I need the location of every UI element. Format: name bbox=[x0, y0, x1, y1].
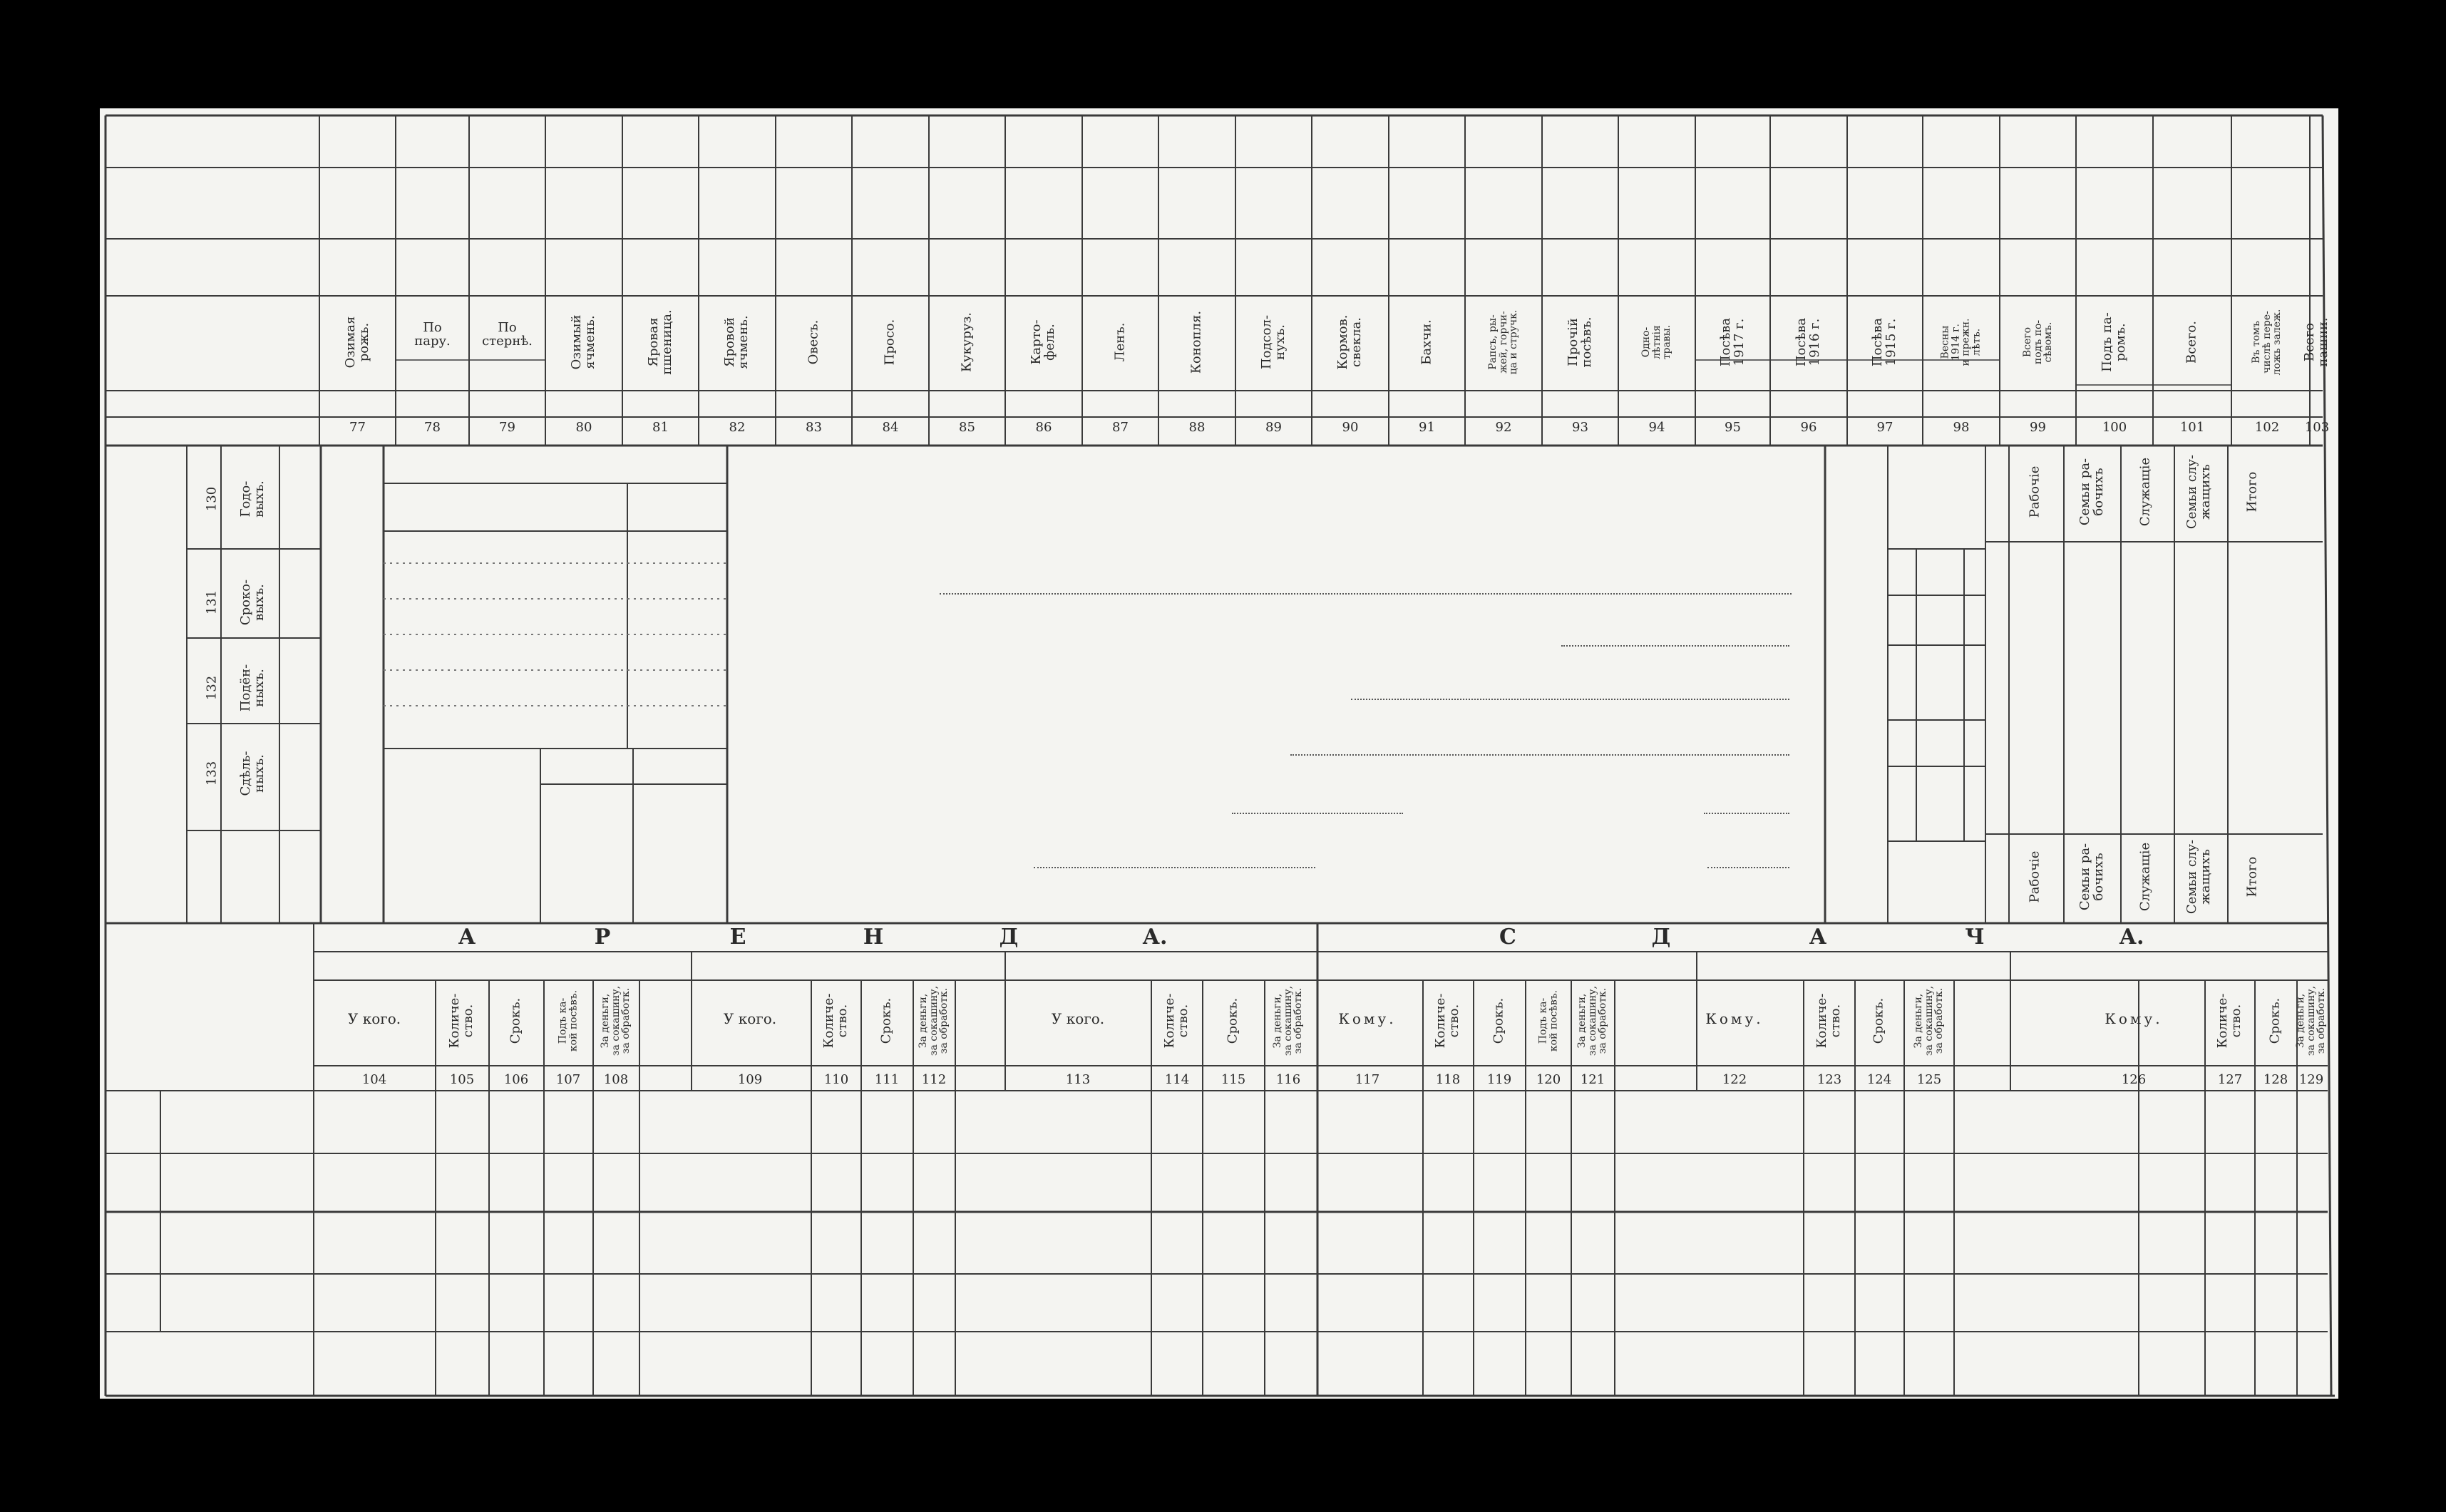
crop-col-number: 79 bbox=[499, 420, 515, 435]
crop-col-header: Кукуруз. bbox=[959, 312, 975, 373]
crop-col-number: 97 bbox=[1876, 420, 1893, 435]
crop-col-number: 100 bbox=[2102, 420, 2127, 435]
hired-col-number: 132 bbox=[204, 675, 220, 701]
crop-col-header: По стернѣ. bbox=[482, 320, 533, 349]
answer-line-owner[interactable] bbox=[940, 593, 1792, 595]
population-col-label: Итого bbox=[2244, 856, 2260, 898]
crop-col-header: Ленъ. bbox=[1112, 322, 1128, 362]
crop-col-header: Всего. bbox=[2184, 321, 2199, 364]
hired-col-label: Сдѣль- ныхъ. bbox=[238, 751, 267, 796]
crop-col-header: Всего подъ по- сѣвомъ. bbox=[2021, 319, 2054, 365]
lease-col-number: 120 bbox=[1536, 1072, 1561, 1087]
lease-col-number: 118 bbox=[1435, 1072, 1461, 1087]
lease-col-header: Количе- ство. bbox=[2215, 993, 2244, 1049]
crop-col-header: Посѣва 1916 г. bbox=[1794, 317, 1822, 367]
lease-col-header: Количе- ство. bbox=[821, 993, 850, 1049]
crop-col-header: Одно- лѣтнія травы. bbox=[1640, 324, 1673, 360]
population-col-label: Семьи слу- жащихъ bbox=[2184, 454, 2213, 530]
crop-col-number: 93 bbox=[1572, 420, 1588, 435]
crop-col-number: 80 bbox=[575, 420, 592, 435]
crop-col-number: 94 bbox=[1648, 420, 1665, 435]
crop-col-header: Подсол- нухъ. bbox=[1258, 314, 1288, 370]
answer-line-land-type[interactable] bbox=[1351, 699, 1789, 700]
lease-col-header: У кого. bbox=[723, 1010, 777, 1027]
lease-col-header: Количе- ство. bbox=[447, 993, 476, 1049]
crop-col-number: 83 bbox=[806, 420, 822, 435]
crop-col-number: 92 bbox=[1495, 420, 1512, 435]
lease-col-header: За деньги, за сокашину, за обработк. bbox=[917, 985, 950, 1056]
lease-col-header: Срокъ. bbox=[2267, 997, 2283, 1044]
lease-col-number: 111 bbox=[874, 1072, 900, 1087]
crop-col-number: 91 bbox=[1419, 420, 1435, 435]
lease-col-number: 129 bbox=[2298, 1072, 2324, 1087]
lease-col-header: За деньги, за сокашину, за обработк. bbox=[599, 985, 632, 1056]
population-col-label: Рабочіе bbox=[2027, 466, 2042, 518]
lease-col-number: 119 bbox=[1486, 1072, 1512, 1087]
arenda-letter: А bbox=[458, 925, 476, 950]
crop-col-number: 98 bbox=[1953, 420, 1970, 435]
sdacha-letter: А bbox=[1809, 925, 1827, 950]
answer-line-sales-distance[interactable] bbox=[1707, 867, 1789, 868]
crop-col-number: 82 bbox=[729, 420, 746, 435]
hired-col-number: 133 bbox=[204, 761, 220, 786]
crop-col-header: Въ томъ числѣ пере- ложь залеж. bbox=[2250, 309, 2283, 376]
lease-col-header: Подъ ка- кой посѣвъ. bbox=[1537, 989, 1559, 1052]
lease-col-number: 123 bbox=[1816, 1072, 1842, 1087]
lease-col-number: 122 bbox=[1722, 1072, 1747, 1087]
lease-col-header: Кому. bbox=[1338, 1010, 1397, 1027]
population-col-label: Семьи ра- бочихъ bbox=[2077, 458, 2106, 526]
lease-col-header: Срокъ. bbox=[1491, 997, 1506, 1044]
lease-col-header: Количе- ство. bbox=[1162, 993, 1191, 1049]
crop-col-header: Кормов. свекла. bbox=[1335, 314, 1364, 370]
crop-col-header: Подъ па- ромъ. bbox=[2100, 312, 2128, 372]
hired-col-number: 131 bbox=[204, 590, 220, 615]
crop-col-number: 81 bbox=[652, 420, 669, 435]
lease-col-header: За деньги, за сокашину, за обработк. bbox=[1912, 985, 1946, 1056]
arenda-letter: А. bbox=[1142, 925, 1168, 950]
crop-col-number: 84 bbox=[882, 420, 899, 435]
hired-col-label: Подён- ныхъ. bbox=[238, 664, 267, 712]
crop-col-header: Карто- фель. bbox=[1029, 319, 1057, 365]
crop-col-number: 87 bbox=[1112, 420, 1129, 435]
lease-col-number: 125 bbox=[1916, 1072, 1942, 1087]
crop-col-header: Просо. bbox=[882, 319, 898, 366]
lease-col-header: Количе- ство. bbox=[1433, 993, 1461, 1049]
answer-line-other-land[interactable] bbox=[1561, 645, 1789, 647]
grid-line bbox=[2323, 115, 2331, 1396]
lease-col-header: У кого. bbox=[347, 1010, 401, 1027]
lease-col-number: 113 bbox=[1065, 1072, 1091, 1087]
answer-line-farming[interactable] bbox=[1290, 754, 1789, 756]
lease-col-number: 116 bbox=[1275, 1072, 1301, 1087]
crop-col-header: Весны 1914 г. и прежн. лѣтъ. bbox=[1939, 318, 1983, 366]
crop-col-number: 96 bbox=[1800, 420, 1817, 435]
sdacha-letter: Ч bbox=[1965, 925, 1985, 950]
lease-col-number: 107 bbox=[555, 1072, 581, 1087]
arenda-letter: Е bbox=[729, 925, 746, 950]
lease-col-header: За деньги, за сокашину, за обработк. bbox=[1271, 985, 1305, 1056]
lease-col-number: 106 bbox=[503, 1072, 529, 1087]
lease-col-header: Подъ ка- кой посѣвъ. bbox=[557, 989, 579, 1052]
lease-col-number: 105 bbox=[449, 1072, 475, 1087]
crop-col-number: 101 bbox=[2179, 420, 2205, 435]
lease-col-header: За деньги, за сокашину, за обработк. bbox=[2294, 985, 2328, 1056]
crop-col-header: По пару. bbox=[414, 320, 451, 349]
lease-col-number: 109 bbox=[737, 1072, 763, 1087]
crop-col-header: Посѣва 1917 г. bbox=[1717, 317, 1747, 367]
crop-col-header: Конопля. bbox=[1188, 310, 1204, 374]
lease-col-number: 126 bbox=[2121, 1072, 2147, 1087]
lease-col-number: 124 bbox=[1866, 1072, 1892, 1087]
crop-col-number: 86 bbox=[1035, 420, 1052, 435]
lease-col-number: 114 bbox=[1164, 1072, 1190, 1087]
sdacha-letter: А. bbox=[2119, 925, 2144, 950]
crop-col-header: Посѣва 1915 г. bbox=[1870, 317, 1898, 367]
crop-col-header: Рапсъ, ры- жей, горчи- ца и стручк. bbox=[1486, 309, 1520, 375]
sdacha-letter: Д bbox=[1651, 925, 1671, 950]
crop-col-number: 102 bbox=[2254, 420, 2280, 435]
crop-col-header: Прочій посѣвъ. bbox=[1565, 317, 1594, 368]
crop-col-header: Озимая рожь. bbox=[342, 316, 371, 369]
crop-col-header: Бахчи. bbox=[1419, 319, 1434, 365]
arenda-letter: Д bbox=[999, 925, 1019, 950]
crop-col-number: 85 bbox=[959, 420, 975, 435]
hired-col-number: 130 bbox=[204, 486, 220, 512]
hired-col-label: Годо- выхъ. bbox=[238, 480, 267, 518]
crop-col-number: 103 bbox=[2304, 420, 2330, 435]
lease-col-number: 127 bbox=[2217, 1072, 2243, 1087]
lease-col-header: Кому. bbox=[2105, 1010, 2163, 1027]
arenda-letter: Н bbox=[863, 925, 884, 950]
crop-col-number: 90 bbox=[1342, 420, 1359, 435]
crop-col-header: Яровой ячмень. bbox=[722, 315, 751, 369]
crop-col-number: 95 bbox=[1725, 420, 1741, 435]
lease-col-number: 104 bbox=[361, 1072, 387, 1087]
lease-col-number: 110 bbox=[823, 1072, 849, 1087]
lease-col-header: У кого. bbox=[1051, 1010, 1105, 1027]
crop-col-header: Овесъ. bbox=[806, 319, 821, 365]
lease-col-number: 108 bbox=[603, 1072, 629, 1087]
crop-col-header: Яровая пшеница. bbox=[645, 309, 674, 375]
lease-col-header: Кому. bbox=[1705, 1010, 1764, 1027]
population-col-label: Служащіе bbox=[2137, 842, 2153, 912]
sdacha-letter: С bbox=[1499, 925, 1516, 950]
answer-line-village[interactable] bbox=[1232, 813, 1403, 814]
lease-col-number: 112 bbox=[921, 1072, 947, 1087]
lease-col-number: 117 bbox=[1355, 1072, 1380, 1087]
crop-col-number: 88 bbox=[1188, 420, 1206, 435]
lease-col-number: 121 bbox=[1580, 1072, 1605, 1087]
crop-col-number: 89 bbox=[1265, 420, 1282, 435]
lease-col-number: 115 bbox=[1221, 1072, 1246, 1087]
crop-col-number: 99 bbox=[2030, 420, 2046, 435]
population-col-label: Служащіе bbox=[2137, 457, 2153, 527]
lease-col-number: 128 bbox=[2263, 1072, 2288, 1087]
population-col-label: Итого bbox=[2244, 471, 2260, 513]
lease-col-header: Срокъ. bbox=[878, 997, 894, 1044]
answer-line-sales-place[interactable] bbox=[1034, 867, 1315, 868]
lease-col-header: Срокъ. bbox=[508, 997, 523, 1044]
crop-col-number: 78 bbox=[424, 420, 441, 435]
population-col-label: Рабочіе bbox=[2027, 850, 2042, 903]
arenda-letter: Р bbox=[594, 925, 611, 950]
crop-col-number: 77 bbox=[349, 420, 366, 435]
population-col-label: Семьи слу- жащихъ bbox=[2184, 839, 2213, 915]
lease-col-header: За деньги, за сокашину, за обработк. bbox=[1576, 985, 1609, 1056]
population-col-label: Семьи ра- бочихъ bbox=[2077, 843, 2106, 911]
hired-col-label: Сроко- выхъ. bbox=[238, 579, 267, 626]
answer-line-village-distance[interactable] bbox=[1704, 813, 1789, 814]
lease-col-header: Срокъ. bbox=[1871, 997, 1886, 1044]
crop-col-header: Озимый ячмень. bbox=[569, 314, 597, 370]
lease-col-header: Срокъ. bbox=[1225, 997, 1240, 1044]
lease-col-header: Количе- ство. bbox=[1814, 993, 1843, 1049]
crop-col-header: Всего пашни. bbox=[2302, 317, 2331, 367]
